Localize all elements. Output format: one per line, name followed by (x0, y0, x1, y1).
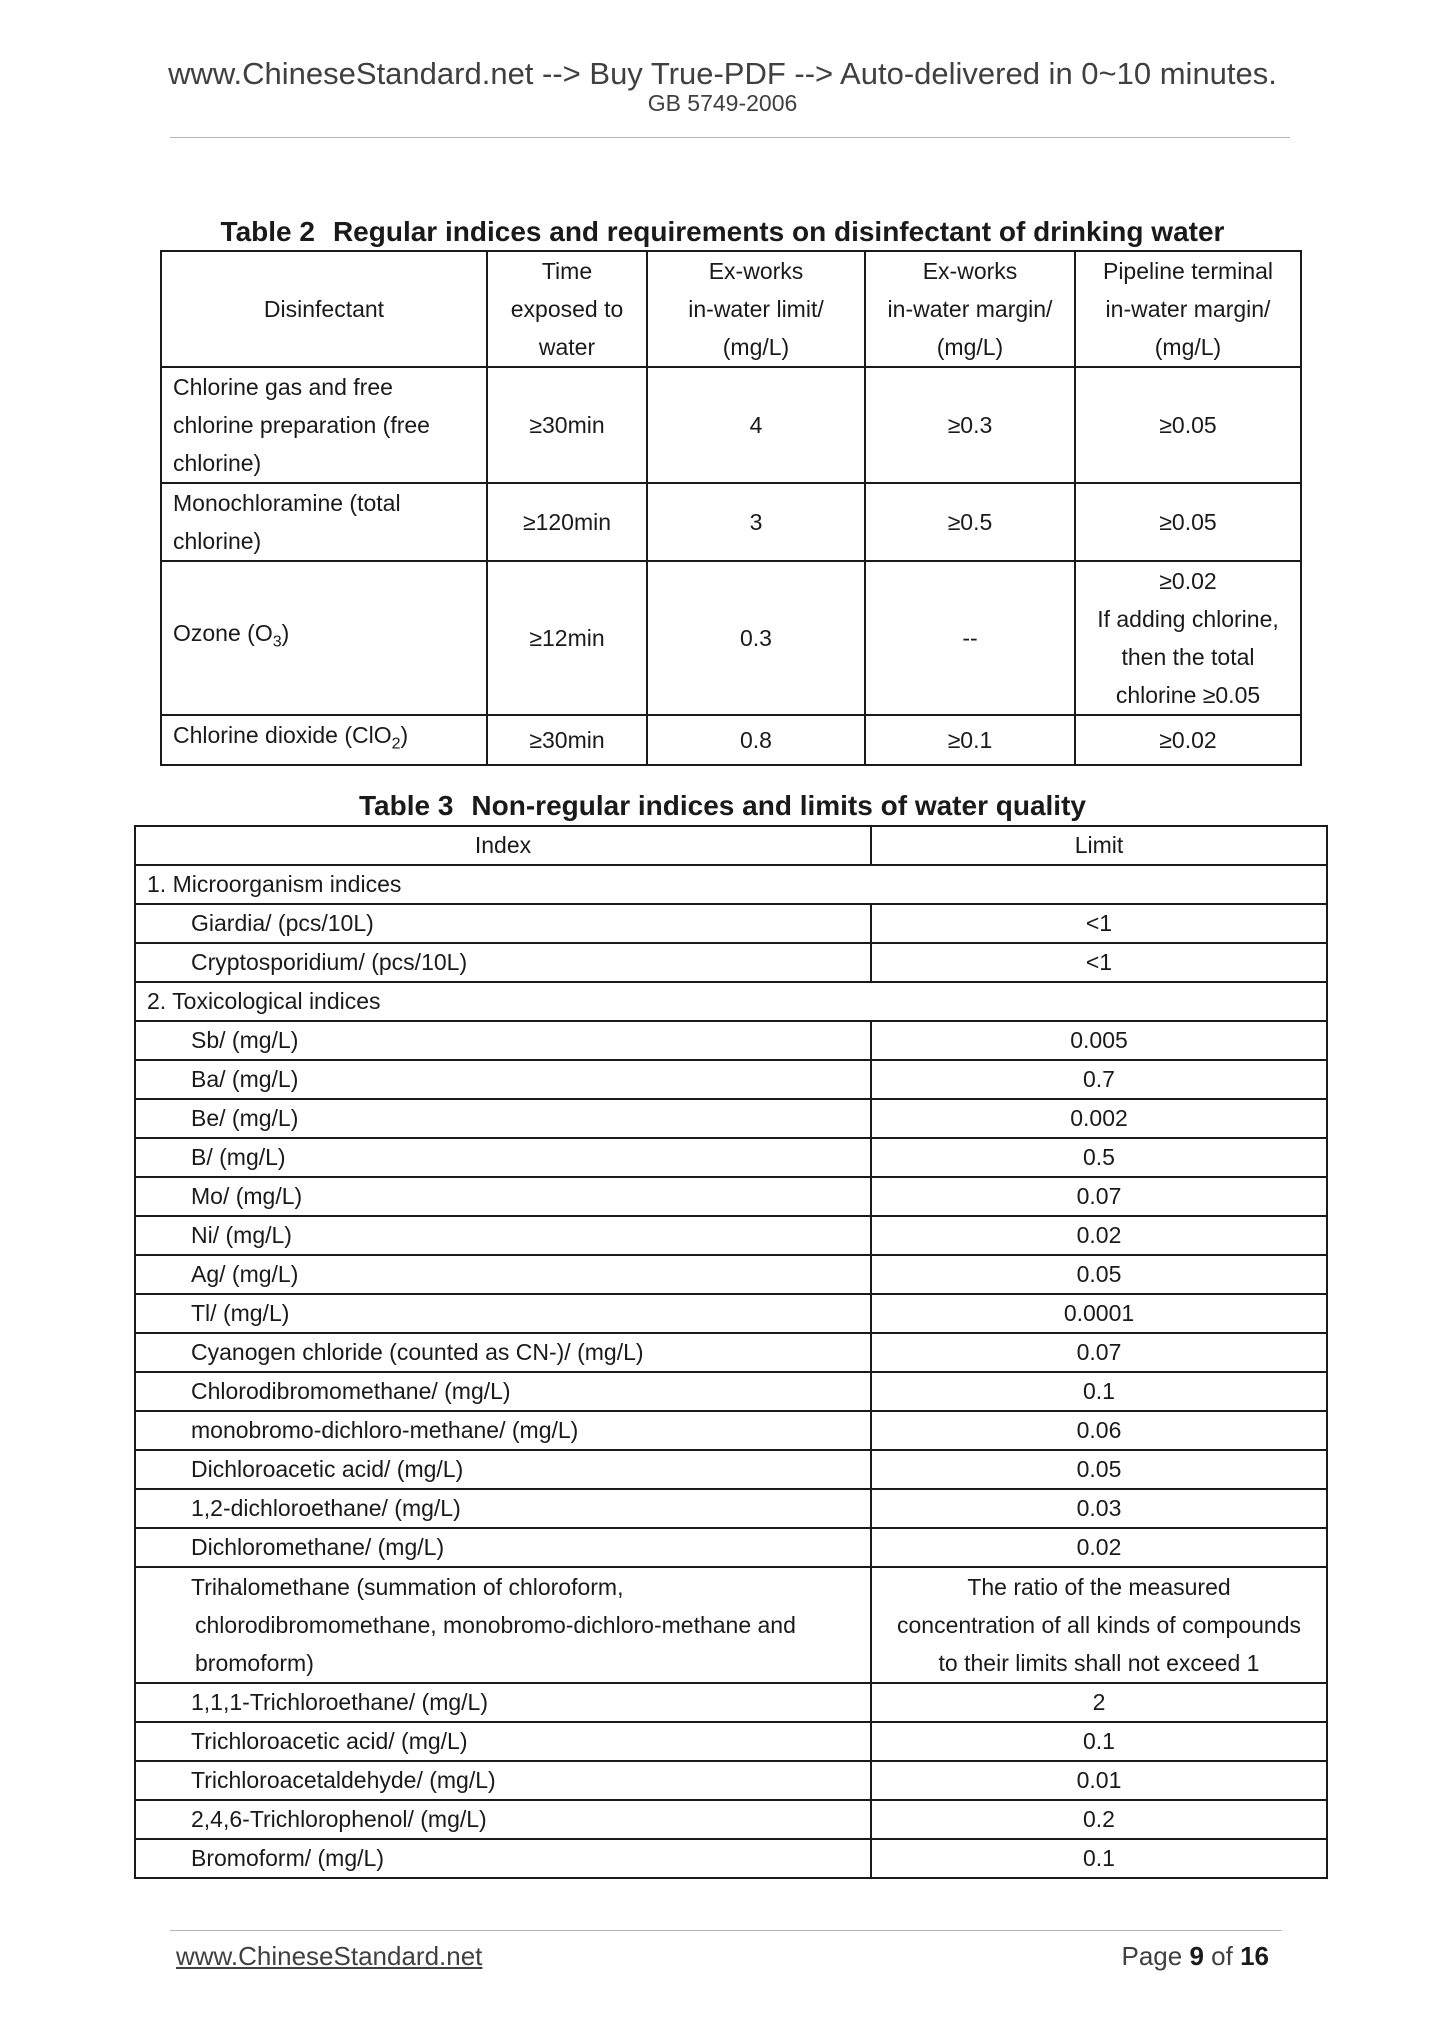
limit-value: 0.1 (871, 1722, 1327, 1761)
table2-terminal (1075, 561, 1301, 715)
table3-row (135, 1722, 1327, 1761)
index-name: Trichloroacetaldehyde/ (mg/L) (135, 1761, 871, 1800)
table2-limit: 3 (647, 483, 865, 561)
table3-title (0, 792, 1445, 820)
table2-time: ≥120min (487, 483, 647, 561)
limit-value: 0.05 (871, 1255, 1327, 1294)
limit-value: 0.2 (871, 1800, 1327, 1839)
table2-disinfectant-name (161, 715, 487, 765)
table2-terminal: ≥0.02 (1075, 715, 1301, 765)
terminal-line: If adding chlorine, (1097, 606, 1279, 632)
table3-header-index: Index (135, 826, 871, 865)
table2-limit: 0.3 (647, 561, 865, 715)
limit-line: concentration of all kinds of compounds (896, 1612, 1302, 1638)
table3-number: Table 3 (359, 790, 454, 821)
table2-row (161, 715, 1301, 765)
table2-header-time (487, 251, 647, 367)
index-name: Tl/ (mg/L) (135, 1294, 871, 1333)
header-line: (mg/L) (936, 334, 1004, 360)
index-name: 1,2-dichloroethane/ (mg/L) (135, 1489, 871, 1528)
index-name: Cyanogen chloride (counted as CN-)/ (mg/L) (135, 1333, 871, 1372)
index-name: Ba/ (mg/L) (135, 1060, 871, 1099)
table3-row (135, 1294, 1327, 1333)
footer-rule (170, 1930, 1282, 1931)
table3-section-title: 1. Microorganism indices (135, 865, 1327, 904)
index-name: Ni/ (mg/L) (135, 1216, 871, 1255)
index-line: bromoform) (195, 1650, 314, 1676)
index-name: 2,4,6-Trichlorophenol/ (mg/L) (135, 1800, 871, 1839)
name-line: Chlorine gas and free (173, 374, 393, 400)
table2-header-exworks-limit (647, 251, 865, 367)
table3 (134, 825, 1328, 1879)
limit-line: to their limits shall not exceed 1 (938, 1650, 1260, 1676)
header-line: exposed to (510, 296, 624, 322)
header-banner: www.ChineseStandard.net --> Buy True-PDF --> Auto-delivered in 0~10 minutes. (168, 56, 1277, 91)
table3-row (135, 943, 1327, 982)
name-line: Monochloramine (total (173, 490, 401, 516)
name-prefix: Ozone (O (173, 620, 273, 647)
table2-time: ≥12min (487, 561, 647, 715)
table2-title-text: Regular indices and requirements on disinfectant of drinking water (332, 216, 1225, 247)
limit-value: 0.03 (871, 1489, 1327, 1528)
name-subscript: 2 (391, 735, 401, 753)
limit-value: 0.05 (871, 1450, 1327, 1489)
table3-row (135, 1216, 1327, 1255)
table3-row (135, 1411, 1327, 1450)
table2 (160, 250, 1302, 766)
table2-disinfectant-name (161, 561, 487, 715)
header-line: Time (541, 258, 593, 284)
terminal-line: then the total (1121, 644, 1255, 670)
header-line: (mg/L) (1154, 334, 1222, 360)
limit-value: 0.5 (871, 1138, 1327, 1177)
table2-row (161, 367, 1301, 483)
limit-value: 0.7 (871, 1060, 1327, 1099)
limit-value (871, 1567, 1327, 1683)
index-name: Cryptosporidium/ (pcs/10L) (135, 943, 871, 982)
index-name: B/ (mg/L) (135, 1138, 871, 1177)
table3-title-text: Non-regular indices and limits of water quality (471, 790, 1086, 821)
header-line: in-water limit/ (688, 296, 824, 322)
name-line: chlorine preparation (free (173, 412, 430, 438)
table3-header-row (135, 826, 1327, 865)
limit-value: 0.005 (871, 1021, 1327, 1060)
table2-margin: ≥0.5 (865, 483, 1075, 561)
page-label: Page (1121, 1941, 1183, 1971)
header-rule (170, 137, 1290, 138)
page-current: 9 (1189, 1941, 1204, 1971)
table2-limit: 0.8 (647, 715, 865, 765)
index-name: Dichloromethane/ (mg/L) (135, 1528, 871, 1567)
limit-value: 2 (871, 1683, 1327, 1722)
header-line: Ex-works (708, 258, 804, 284)
index-name: Trichloroacetic acid/ (mg/L) (135, 1722, 871, 1761)
table2-disinfectant-name (161, 483, 487, 561)
header-line: water (538, 334, 596, 360)
index-line: chlorodibromomethane, monobromo-dichloro-methane and (195, 1612, 796, 1638)
footer-site-link[interactable]: www.ChineseStandard.net (176, 1941, 483, 1971)
index-name: Chlorodibromomethane/ (mg/L) (135, 1372, 871, 1411)
limit-value: 0.06 (871, 1411, 1327, 1450)
table2-terminal: ≥0.05 (1075, 483, 1301, 561)
index-name: Bromoform/ (mg/L) (135, 1839, 871, 1878)
table3-row (135, 1683, 1327, 1722)
table2-header-disinfectant: Disinfectant (161, 251, 487, 367)
table3-row (135, 1177, 1327, 1216)
limit-value: 0.02 (871, 1528, 1327, 1567)
limit-value: 0.02 (871, 1216, 1327, 1255)
table3-row (135, 1839, 1327, 1878)
table2-margin: ≥0.1 (865, 715, 1075, 765)
header-line: in-water margin/ (887, 296, 1053, 322)
table3-row (135, 1800, 1327, 1839)
index-name: monobromo-dichloro-methane/ (mg/L) (135, 1411, 871, 1450)
table3-row (135, 1761, 1327, 1800)
name-suffix: ) (281, 620, 290, 647)
table2-header-pipeline-margin (1075, 251, 1301, 367)
standard-code: GB 5749-2006 (647, 90, 798, 116)
index-name (135, 1567, 871, 1683)
table3-row (135, 1372, 1327, 1411)
table2-terminal: ≥0.05 (1075, 367, 1301, 483)
name-line: chlorine) (173, 450, 262, 476)
name-line: chlorine) (173, 528, 262, 554)
header-line: Pipeline terminal (1102, 258, 1274, 284)
index-line: Trihalomethane (summation of chloroform, (191, 1574, 624, 1600)
table3-row (135, 904, 1327, 943)
name-prefix: Chlorine dioxide (ClO (173, 722, 392, 748)
table3-row (135, 1567, 1327, 1683)
page-total: 16 (1240, 1941, 1269, 1971)
page-number (1121, 1943, 1269, 1969)
index-name: Sb/ (mg/L) (135, 1021, 871, 1060)
terminal-line: ≥0.02 (1159, 568, 1217, 594)
index-name: 1,1,1-Trichloroethane/ (mg/L) (135, 1683, 871, 1722)
name-subscript: 3 (272, 633, 282, 651)
table3-header-limit: Limit (871, 826, 1327, 865)
limit-value: 0.07 (871, 1333, 1327, 1372)
table2-title (0, 218, 1445, 246)
index-name: Ag/ (mg/L) (135, 1255, 871, 1294)
table3-section-title: 2. Toxicological indices (135, 982, 1327, 1021)
table3-row (135, 1333, 1327, 1372)
table2-margin: -- (865, 561, 1075, 715)
table2-number: Table 2 (220, 216, 315, 247)
limit-value: 0.0001 (871, 1294, 1327, 1333)
limit-value: <1 (871, 904, 1327, 943)
index-name: Be/ (mg/L) (135, 1099, 871, 1138)
header-line: in-water margin/ (1105, 296, 1271, 322)
table2-row (161, 483, 1301, 561)
name-suffix: ) (400, 722, 409, 748)
index-name: Mo/ (mg/L) (135, 1177, 871, 1216)
table2-header-exworks-margin (865, 251, 1075, 367)
page-of: of (1211, 1941, 1233, 1971)
limit-value: <1 (871, 943, 1327, 982)
limit-value: 0.1 (871, 1839, 1327, 1878)
table3-row (135, 1528, 1327, 1567)
table2-limit: 4 (647, 367, 865, 483)
table3-row (135, 1450, 1327, 1489)
header-line: (mg/L) (722, 334, 790, 360)
table2-time: ≥30min (487, 715, 647, 765)
limit-value: 0.01 (871, 1761, 1327, 1800)
terminal-line: chlorine ≥0.05 (1115, 682, 1261, 708)
header-line: Ex-works (922, 258, 1018, 284)
table3-row (135, 1021, 1327, 1060)
limit-line: The ratio of the measured (967, 1574, 1231, 1600)
table3-row (135, 1060, 1327, 1099)
table3-section-row (135, 865, 1327, 904)
limit-value: 0.1 (871, 1372, 1327, 1411)
table3-row (135, 1489, 1327, 1528)
table2-time: ≥30min (487, 367, 647, 483)
index-name: Dichloroacetic acid/ (mg/L) (135, 1450, 871, 1489)
table3-row (135, 1138, 1327, 1177)
table3-row (135, 1099, 1327, 1138)
limit-value: 0.002 (871, 1099, 1327, 1138)
limit-value: 0.07 (871, 1177, 1327, 1216)
table2-disinfectant-name (161, 367, 487, 483)
table2-header-row (161, 251, 1301, 367)
table3-row (135, 1255, 1327, 1294)
table3-section-row (135, 982, 1327, 1021)
table2-margin: ≥0.3 (865, 367, 1075, 483)
index-name: Giardia/ (pcs/10L) (135, 904, 871, 943)
table2-row (161, 561, 1301, 715)
